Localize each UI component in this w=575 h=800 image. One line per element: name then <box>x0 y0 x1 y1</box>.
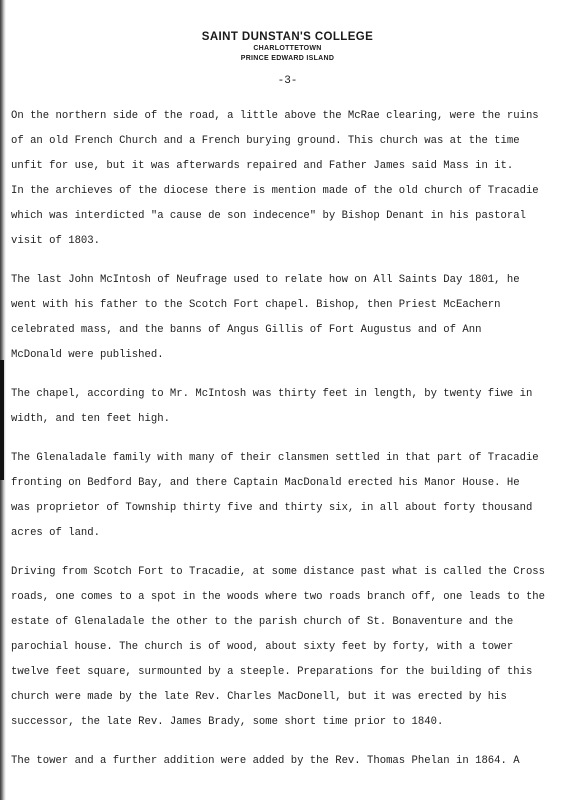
text-line: which was interdicted "a cause de son indecence" by Bishop Denant in his pastoral <box>11 210 526 222</box>
text-line: width, and ten feet high. <box>11 413 170 425</box>
text-line: parochial house. The church is of wood, about sixty feet by forty, with a tower <box>11 641 514 653</box>
text-line: twelve feet square, surmounted by a steeple. Preparations for the building of this <box>11 666 533 678</box>
text-line: The Glenaladale family with many of their clansmen settled in that part of Tracadie <box>11 452 539 464</box>
text-line: In the archieves of the diocese there is mention made of the old church of Tracadie <box>11 185 539 197</box>
text-line: successor, the late Rev. James Brady, some short time prior to 1840. <box>11 716 444 728</box>
paragraph <box>11 560 571 735</box>
text-line: of an old French Church and a French burying ground. This church was at the time <box>11 135 520 147</box>
text-line: estate of Glenaladale the other to the parish church of St. Bonaventure and the <box>11 616 514 628</box>
text-line: acres of land. <box>11 527 101 539</box>
text-line: Driving from Scotch Fort to Tracadie, at some distance past what is called the Cross <box>11 566 546 578</box>
paragraph <box>11 446 571 546</box>
document-body <box>11 104 571 788</box>
paragraph <box>11 104 571 254</box>
letterhead <box>0 30 575 64</box>
text-line: celebrated mass, and the banns of Angus Gillis of Fort Augustus and of Ann <box>11 324 482 336</box>
paragraph <box>11 749 571 774</box>
scan-left-edge-shadow <box>0 360 4 480</box>
text-line: unfit for use, but it was afterwards repaired and Father James said Mass in it. <box>11 160 514 172</box>
text-line: On the northern side of the road, a little above the McRae clearing, were the ruins <box>11 110 539 122</box>
text-line: McDonald were published. <box>11 349 164 361</box>
page-number: -3- <box>277 75 298 87</box>
text-line: fronting on Bedford Bay, and there Captain MacDonald erected his Manor House. He <box>11 477 520 489</box>
text-line: The chapel, according to Mr. McIntosh was thirty feet in length, by twenty fiwe in <box>11 388 533 400</box>
paragraph <box>11 268 571 368</box>
text-line: went with his father to the Scotch Fort chapel. Bishop, then Priest McEachern <box>11 299 501 311</box>
text-line: The last John McIntosh of Neufrage used to relate how on All Saints Day 1801, he <box>11 274 520 286</box>
text-line: visit of 1803. <box>11 235 101 247</box>
text-line: The tower and a further addition were added by the Rev. Thomas Phelan in 1864. A <box>11 755 520 767</box>
paragraph <box>11 382 571 432</box>
text-line: was proprietor of Township thirty five and thirty six, in all about forty thousand <box>11 502 533 514</box>
college-province: PRINCE EDWARD ISLAND <box>240 55 335 62</box>
text-line: roads, one comes to a spot in the woods where two roads branch off, one leads to the <box>11 591 546 603</box>
text-line: church were made by the late Rev. Charles MacDonell, but it was erected by his <box>11 691 507 703</box>
college-town: CHARLOTTETOWN <box>253 45 322 52</box>
college-name: SAINT DUNSTAN'S COLLEGE <box>201 31 374 43</box>
